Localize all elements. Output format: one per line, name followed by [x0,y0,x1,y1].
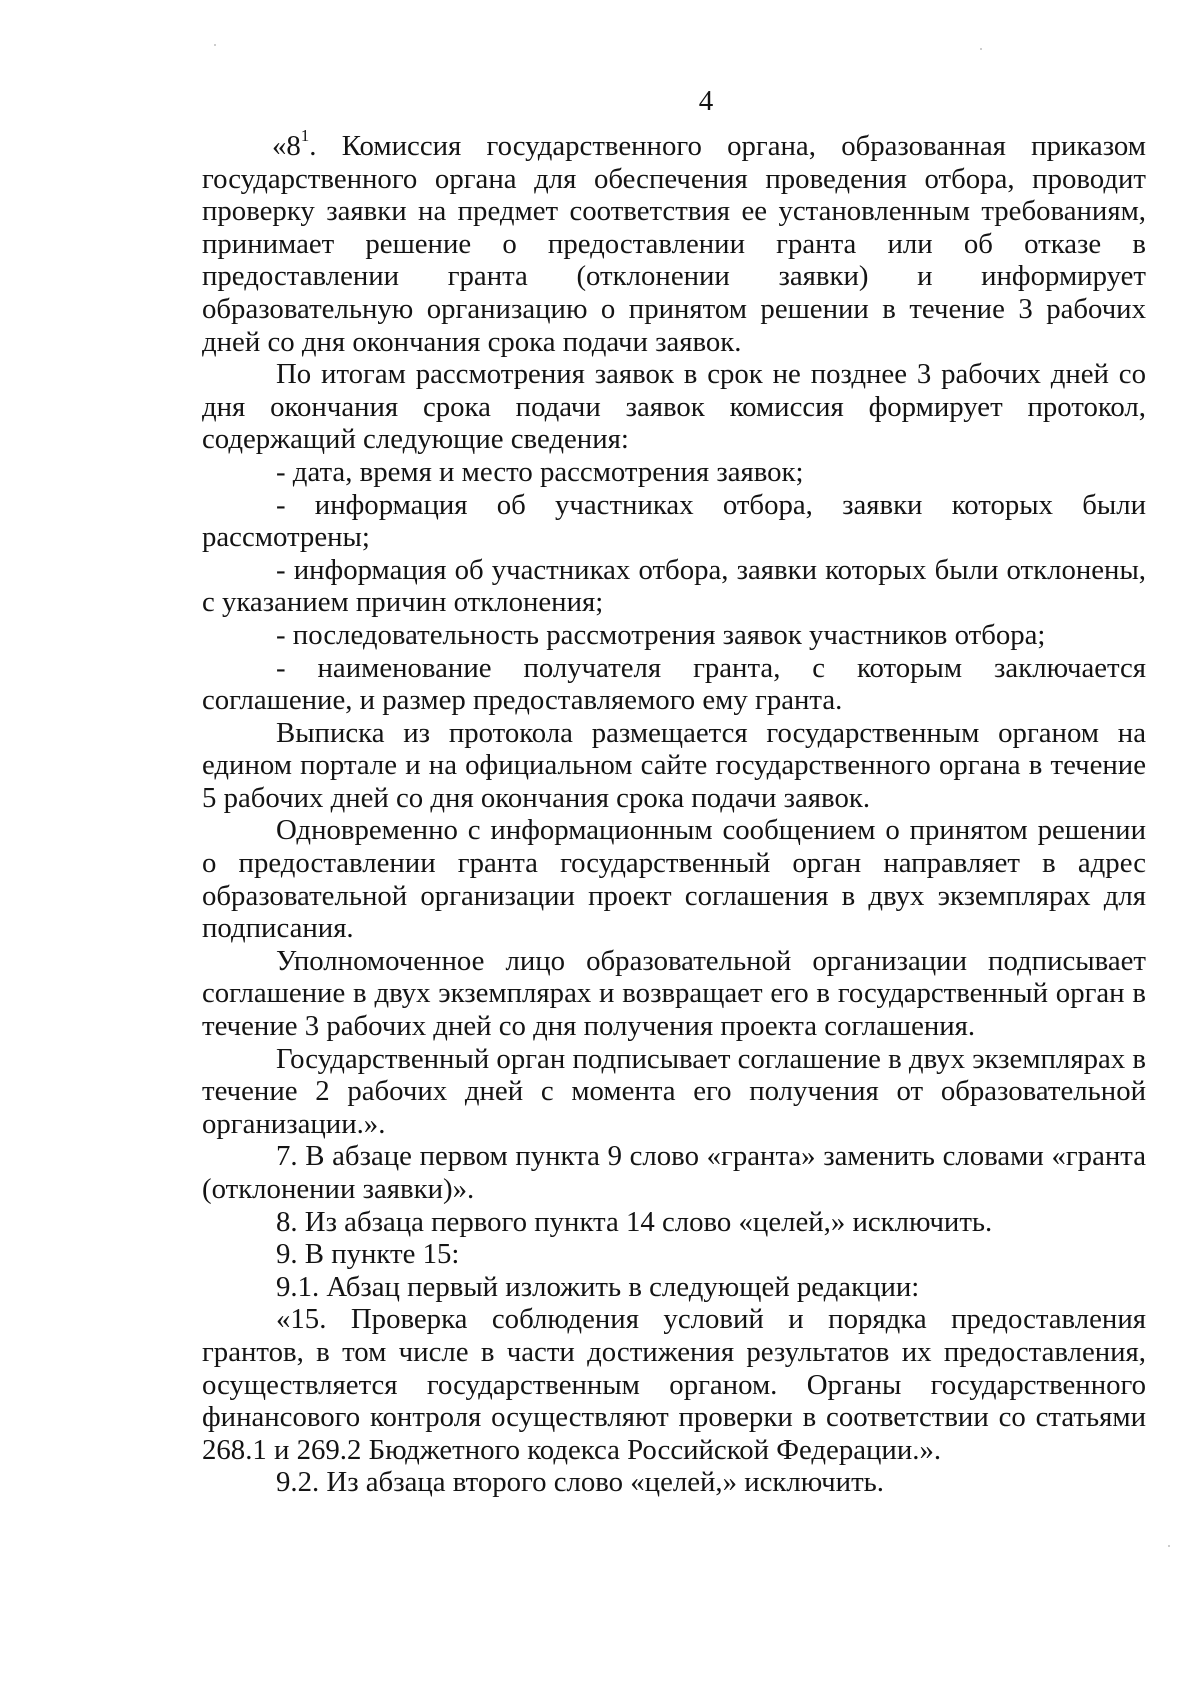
list-item: - последовательность рассмотрения заявок участников отбора; [276,618,1046,651]
paragraph: Уполномоченное лицо образовательной организации подписывает соглашение в двух экземплярах и возвращает его в государственный орган в течение 3 рабочих дней со дня получения проекта соглашения. [202,944,1146,1043]
superscript-index: 1 [300,126,310,146]
paragraph-commission-8-1 [202,126,1146,358]
paragraph: Выписка из протокола размещается государственным органом на едином портале и на официальном сайте государственного органа в течение 5 рабочих дней со дня окончания срока подачи заявок. [202,716,1146,814]
numbered-clause: 8. Из абзаца первого пункта 14 слово «целей,» исключить. [276,1205,993,1238]
numbered-clause: 7. В абзаце первом пункта 9 слово «гранта» заменить словами «гранта (отклонении заявки)». [202,1140,1146,1205]
paragraph-rest: . Комиссия государственного органа, образованная приказом государственного органа для обеспечения проведения отбора, проводит проверку заявки на предмет соответствия ее установленным требованиям, принимает решение о предоставлении гранта или об отказе в предоставлении гранта (отклонении заявки) и информирует образовательную организацию о принятом решении в течение 3 рабочих дней со дня окончания срока подачи заявок. [202,130,1146,358]
paragraph: Государственный орган подписывает соглашение в двух экземплярах в течение 2 рабочих дней с момента его получения от образовательной организации.». [202,1042,1146,1140]
list-item: - наименование получателя гранта, с которым заключается соглашение, и размер предоставляемого ему гранта. [202,651,1146,717]
paragraph: По итогам рассмотрения заявок в срок не позднее 3 рабочих дней со дня окончания срока подачи заявок комиссия формирует протокол, содержащий следующие сведения: [202,358,1146,456]
paragraph: «15. Проверка соблюдения условий и порядка предоставления грантов, в том числе в части достижения результатов их предоставления, осуществляется государственным органом. Органы государственного финансового контроля осуществляют проверки в соответствии со статьями 268.1 и 269.2 Бюджетного кодекса Российской Федерации.». [202,1303,1146,1466]
scan-speck [980,48,982,50]
page-number: 4 [698,85,714,117]
list-item: - дата, время и место рассмотрения заявок; [276,455,804,488]
paragraph: Одновременно с информационным сообщением о принятом решении о предоставлении гранта государственный орган направляет в адрес образовательной организации проект соглашения в двух экземплярах для подписания. [202,814,1146,945]
paragraph-lead: «8 [272,130,301,162]
numbered-clause: 9. В пункте 15: [276,1238,460,1271]
document-body [202,126,1146,1499]
numbered-clause: 9.2. Из абзаца второго слово «целей,» исключить. [276,1466,884,1499]
scan-speck [214,44,216,46]
list-item: - информация об участниках отбора, заявки которых были рассмотрены; [202,488,1146,554]
list-item: - информация об участниках отбора, заявки которых были отклонены, с указанием причин отклонения; [202,553,1146,619]
numbered-clause: 9.1. Абзац первый изложить в следующей редакции: [276,1270,920,1303]
scan-speck [1168,1545,1170,1547]
